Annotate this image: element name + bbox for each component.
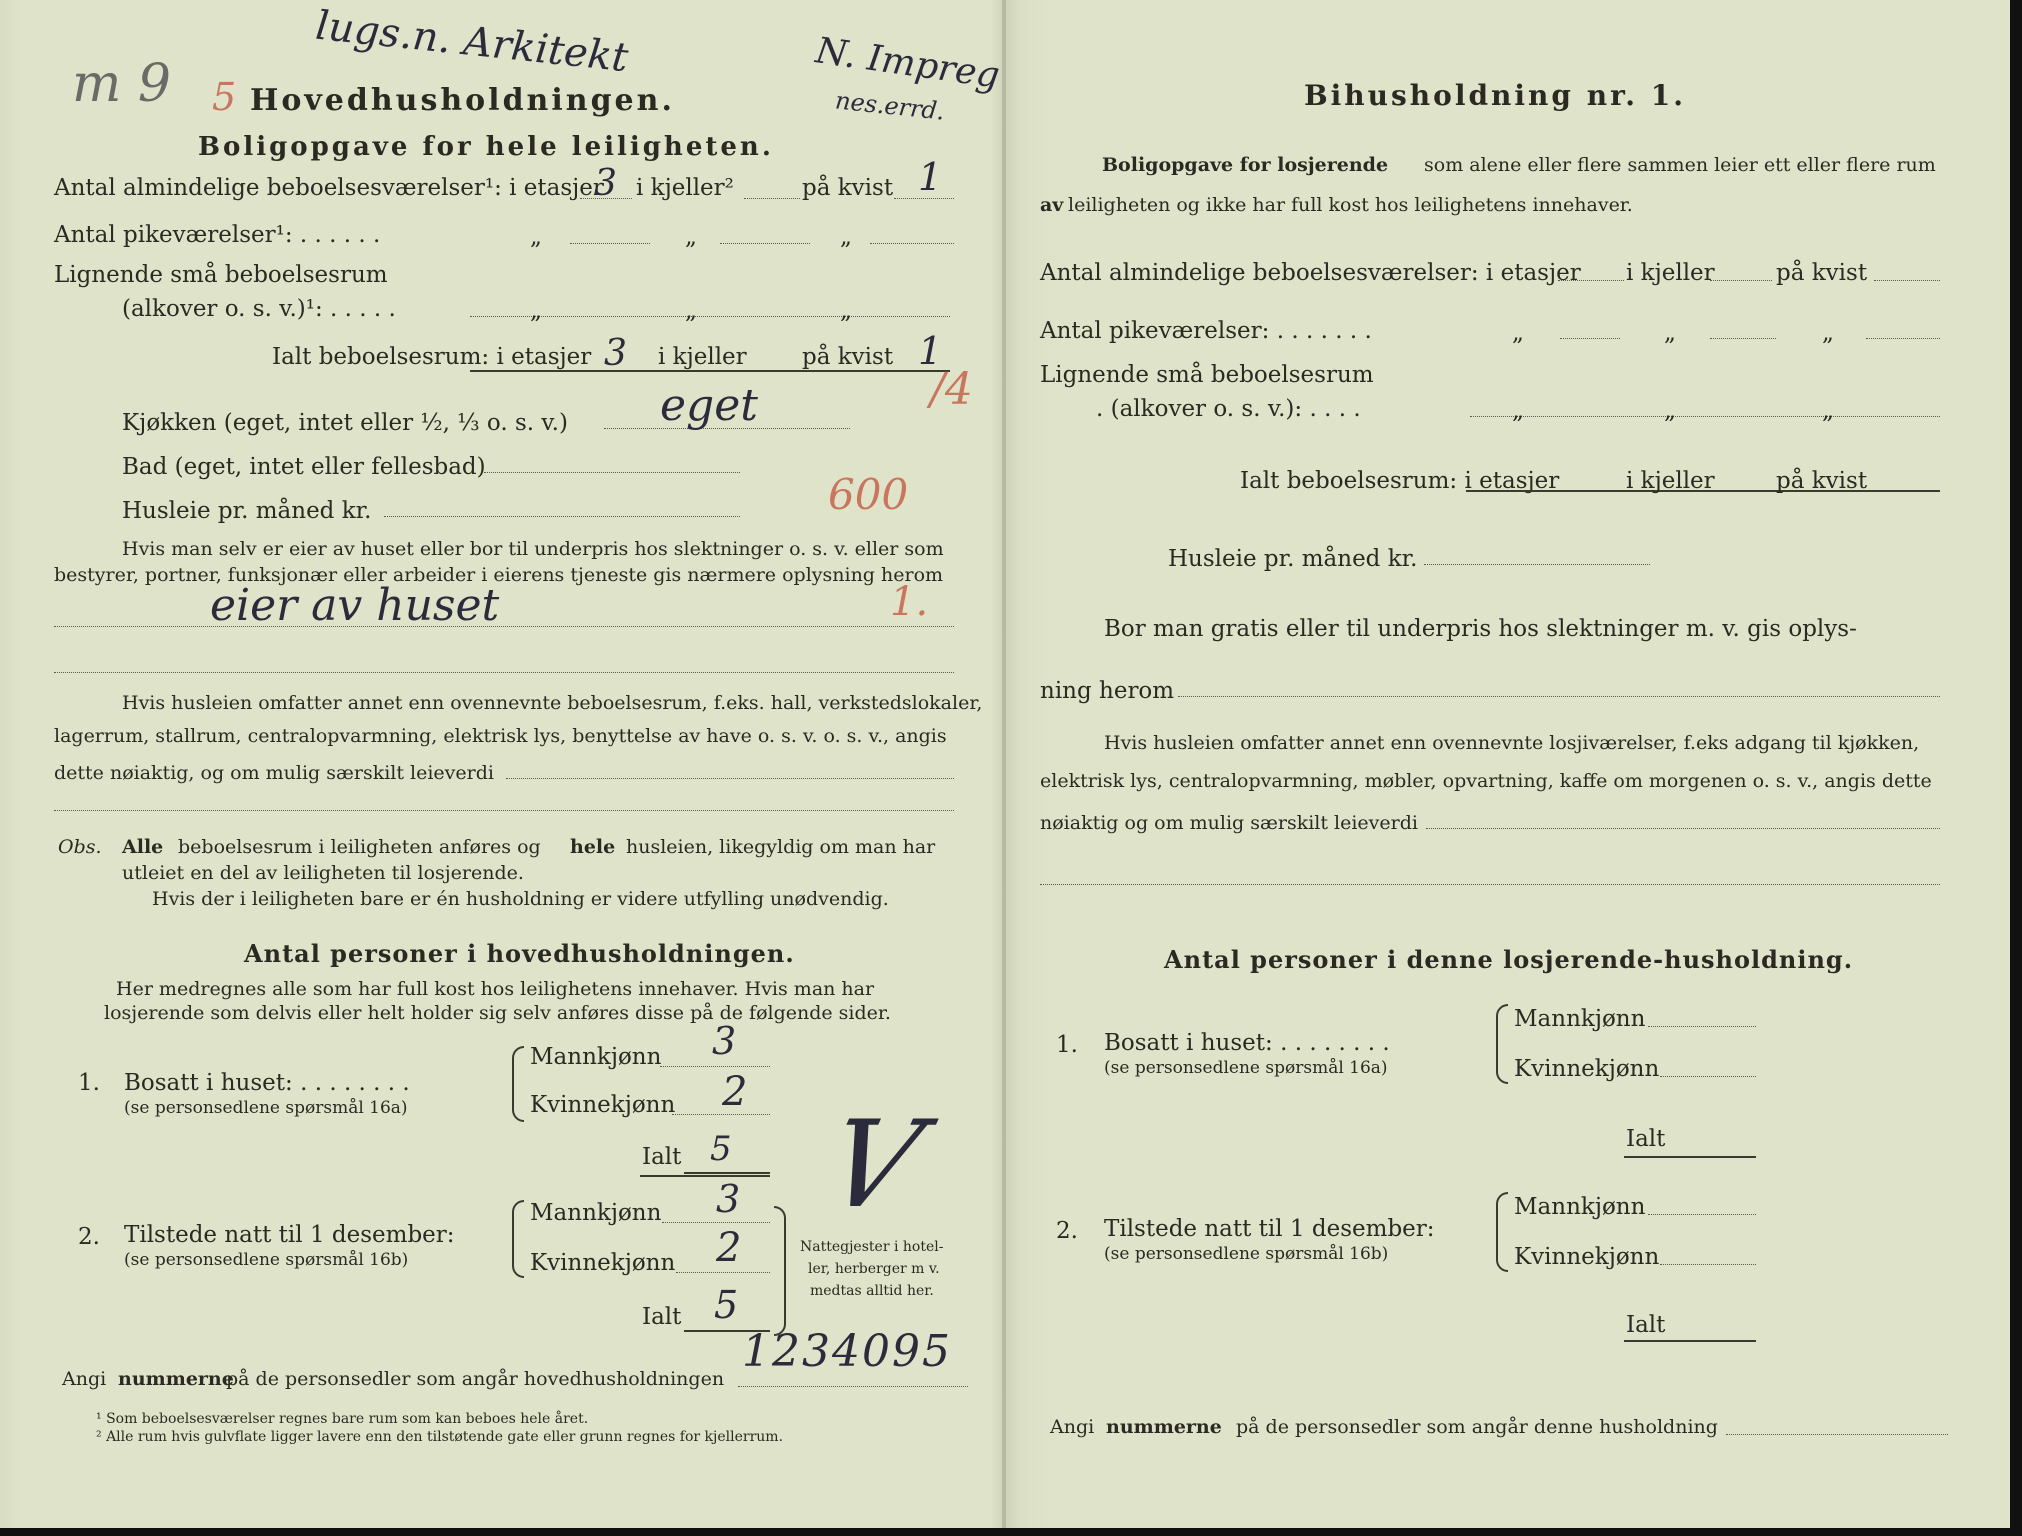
right-ialt-label: Ialt beboelsesrum: i etasjer <box>1240 468 1560 494</box>
kjokken-label: Kjøkken (eget, intet eller ½, ⅓ o. s. v.) <box>122 410 568 436</box>
ialt-margin-note: /4 <box>930 364 973 415</box>
right-antal-title: Antal personer i denne losjerende-husholdning. <box>1164 945 1854 974</box>
rooms-kvist-value[interactable]: 1 <box>918 155 943 199</box>
eier-value[interactable]: eier av huset <box>210 580 500 631</box>
husleie-label: Husleie pr. måned kr. <box>122 498 372 524</box>
footnote-2: ² Alle rum hvis gulvflate ligger lavere enn den tilstøtende gate eller grunn regnes for kjellerrum. <box>96 1429 784 1445</box>
alkover-label: (alkover o. s. v.)¹: . . . . . <box>122 296 396 322</box>
bad-label: Bad (eget, intet eller fellesbad) <box>122 454 486 480</box>
left-antal-title: Antal personer i hovedhusholdningen. <box>244 939 795 968</box>
right-pike-label: Antal pikeværelser: . . . . . . . <box>1040 318 1372 344</box>
handwritten-note-employer-2: nes.errd. <box>833 86 946 126</box>
left-subtitle: Boligopgave for hele leiligheten. <box>198 132 774 162</box>
pike-kjeller-field[interactable] <box>570 243 650 244</box>
left-q1-kvinne-value[interactable]: 2 <box>722 1069 748 1115</box>
rooms-kvist-label: på kvist <box>802 175 894 201</box>
pike-label: Antal pikeværelser¹: . . . . . . <box>54 222 381 248</box>
bad-field[interactable] <box>484 472 740 473</box>
left-q1-mann-value[interactable]: 3 <box>712 1019 737 1063</box>
check-mark: V <box>812 1096 935 1235</box>
eier-mark: 1. <box>890 579 929 625</box>
husleie-value[interactable]: 600 <box>828 470 909 519</box>
footnote-1: ¹ Som beboelsesværelser regnes bare rum som kan beboes hele året. <box>96 1411 589 1427</box>
rooms-label: Antal almindelige beboelsesværelser¹: i etasjer <box>54 175 604 201</box>
alkover-field[interactable] <box>470 316 950 317</box>
handwritten-mark: m 9 <box>72 54 171 114</box>
right-rooms-label: Antal almindelige beboelsesværelser: i etasjer <box>1040 260 1581 286</box>
handwritten-note-occupation: lugs.n. Arkitekt <box>313 2 631 82</box>
rooms-etasjer-value[interactable]: 3 <box>594 163 617 204</box>
rooms-kjeller-field[interactable] <box>744 198 800 199</box>
rooms-kjeller-label: i kjeller² <box>636 175 734 201</box>
handwritten-mark-red: 5 <box>212 75 237 119</box>
page-fold <box>1002 0 1006 1528</box>
kjokken-value[interactable]: eget <box>660 380 758 431</box>
ialt-etasjer-value[interactable]: 3 <box>604 333 627 374</box>
left-title: Hovedhusholdningen. <box>250 83 675 118</box>
ialt-kvist-value[interactable]: 1 <box>918 329 943 373</box>
handwritten-note-employer: N. Impreg <box>813 30 1003 97</box>
left-angi-value[interactable]: 1234095 <box>742 1326 952 1377</box>
census-form-page: m 9 5 lugs.n. Arkitekt N. Impreg nes.errd. Hovedhusholdningen. Boligopgave for hele leiligheten. Antal almindelige beboelsesværelser¹: i etasjer 3 i kjeller² på kvist 1 Antal pikeværelser¹: . . . . . . „ „ „ Lignende små beboelsesrum (alkover o. s. v.)¹: . . . . . „ „ „ Ialt beboelsesrum: i etasjer 3 i kjeller på kvist 1 /4 Kjøkken (eget, intet eller ½, ⅓ o. s. v.) eget Bad (eget, intet eller fellesbad) Husleie pr. måned kr. 600 Hvis man selv er eier av huset eller bor til underpris hos slektninger o. s. v. eller som bestyrer, portner, funksjonær eller arbeider i eierens tjeneste gis nærmere oplysning herom eier av huset 1. Hvis husleien omfatter annet enn ovennevnte beboelsesrum, f.eks. hall, verkstedslokaler, lagerrum, stallrum, centralopvarmning, elektrisk lys, benyttelse av have o. s. v. o. s. v., angis dette nøiaktig, og om mulig særskilt leieverdi Obs. Alle beboelsesrum i leiligheten anføres og hele husleien, likegyldig om man har utleiet en del av leiligheten til losjerende. Hvis der i leiligheten bare er én husholdning er videre utfylling unødvendig. Antal personer i hovedhusholdningen. Her medregnes alle som har full kost hos leilighetens innehaver. Hvis man har losjerende som delvis eller helt holder sig selv anføres disse på de følgende sider. 1. Bosatt i huset: . . . . . . . . (se personsedlene spørsmål 16a) Mannkjønn 3 Kvinnekjønn 2 Ialt 5 2. Tilstede natt til 1 desember: (se personsedlene spørsmål 16b) Mannkjønn 3 Kvinnekjønn 2 Ialt 5 V Nattegjester i hotel- ler, herberger m v. medtas alltid her. Angi nummerne på de personsedler som angår hovedhusholdningen 1234095 ¹ Som beboelsesværelser regnes bare rum som kan beboes hele året. ² Alle rum hvis gulvflate ligger lavere enn den tilstøtende gate eller grunn regnes for kjellerrum. Bihusholdning nr. 1. Boligopgave for losjerende som alene eller flere sammen leier ett eller flere rum av leiligheten og ikke har full kost hos leilighetens innehaver. Antal almindelige beboelsesværelser: i etasjer i kjeller på kvist Antal pikeværelser: . . . . . . . „ „ „ Lignende små beboelsesrum . (alkover o. s. v.): . . . . „ „ „ Ialt beboelsesrum: i etasjer i kjeller på kvist Husleie pr. måned kr. Bor man gratis eller til underpris hos slektninger m. v. gis oplys- ning herom Hvis husleien omfatter annet enn ovennevnte losjiværelser, f.eks adgang til kjøkken, elektrisk lys, centralopvarmning, møbler, opvartning, kaffe om morgenen o. s. v., angis dette nøiaktig og om mulig særskilt leieverdi Antal personer i denne losjerende-husholdning. 1. Bosatt i huset: . . . . . . . . (se personsedlene spørsmål 16a) Mannkjønn Kvinnekjønn Ialt 2. Tilstede natt til 1 desember: (se personsedlene spørsmål 16b) Mannkjønn Kvinnekjønn Ialt Angi nummerne på de personsedler som angår denne husholdning <box>0 0 2010 1528</box>
left-q1-label: Bosatt i huset: . . . . . . . . <box>124 1070 410 1096</box>
right-husleie-label: Husleie pr. måned kr. <box>1168 546 1418 572</box>
left-q1-ialt-value[interactable]: 5 <box>710 1129 732 1169</box>
left-q2-mann-value[interactable]: 3 <box>716 1177 741 1221</box>
lignende-label: Lignende små beboelsesrum <box>54 262 388 288</box>
left-q2-kvinne-value[interactable]: 2 <box>716 1225 742 1271</box>
left-q2-label: Tilstede natt til 1 desember: <box>124 1222 455 1248</box>
right-title: Bihusholdning nr. 1. <box>1304 79 1686 112</box>
left-q2-ialt-value[interactable]: 5 <box>714 1283 739 1327</box>
ialt-rooms-label: Ialt beboelsesrum: i etasjer <box>272 344 592 370</box>
